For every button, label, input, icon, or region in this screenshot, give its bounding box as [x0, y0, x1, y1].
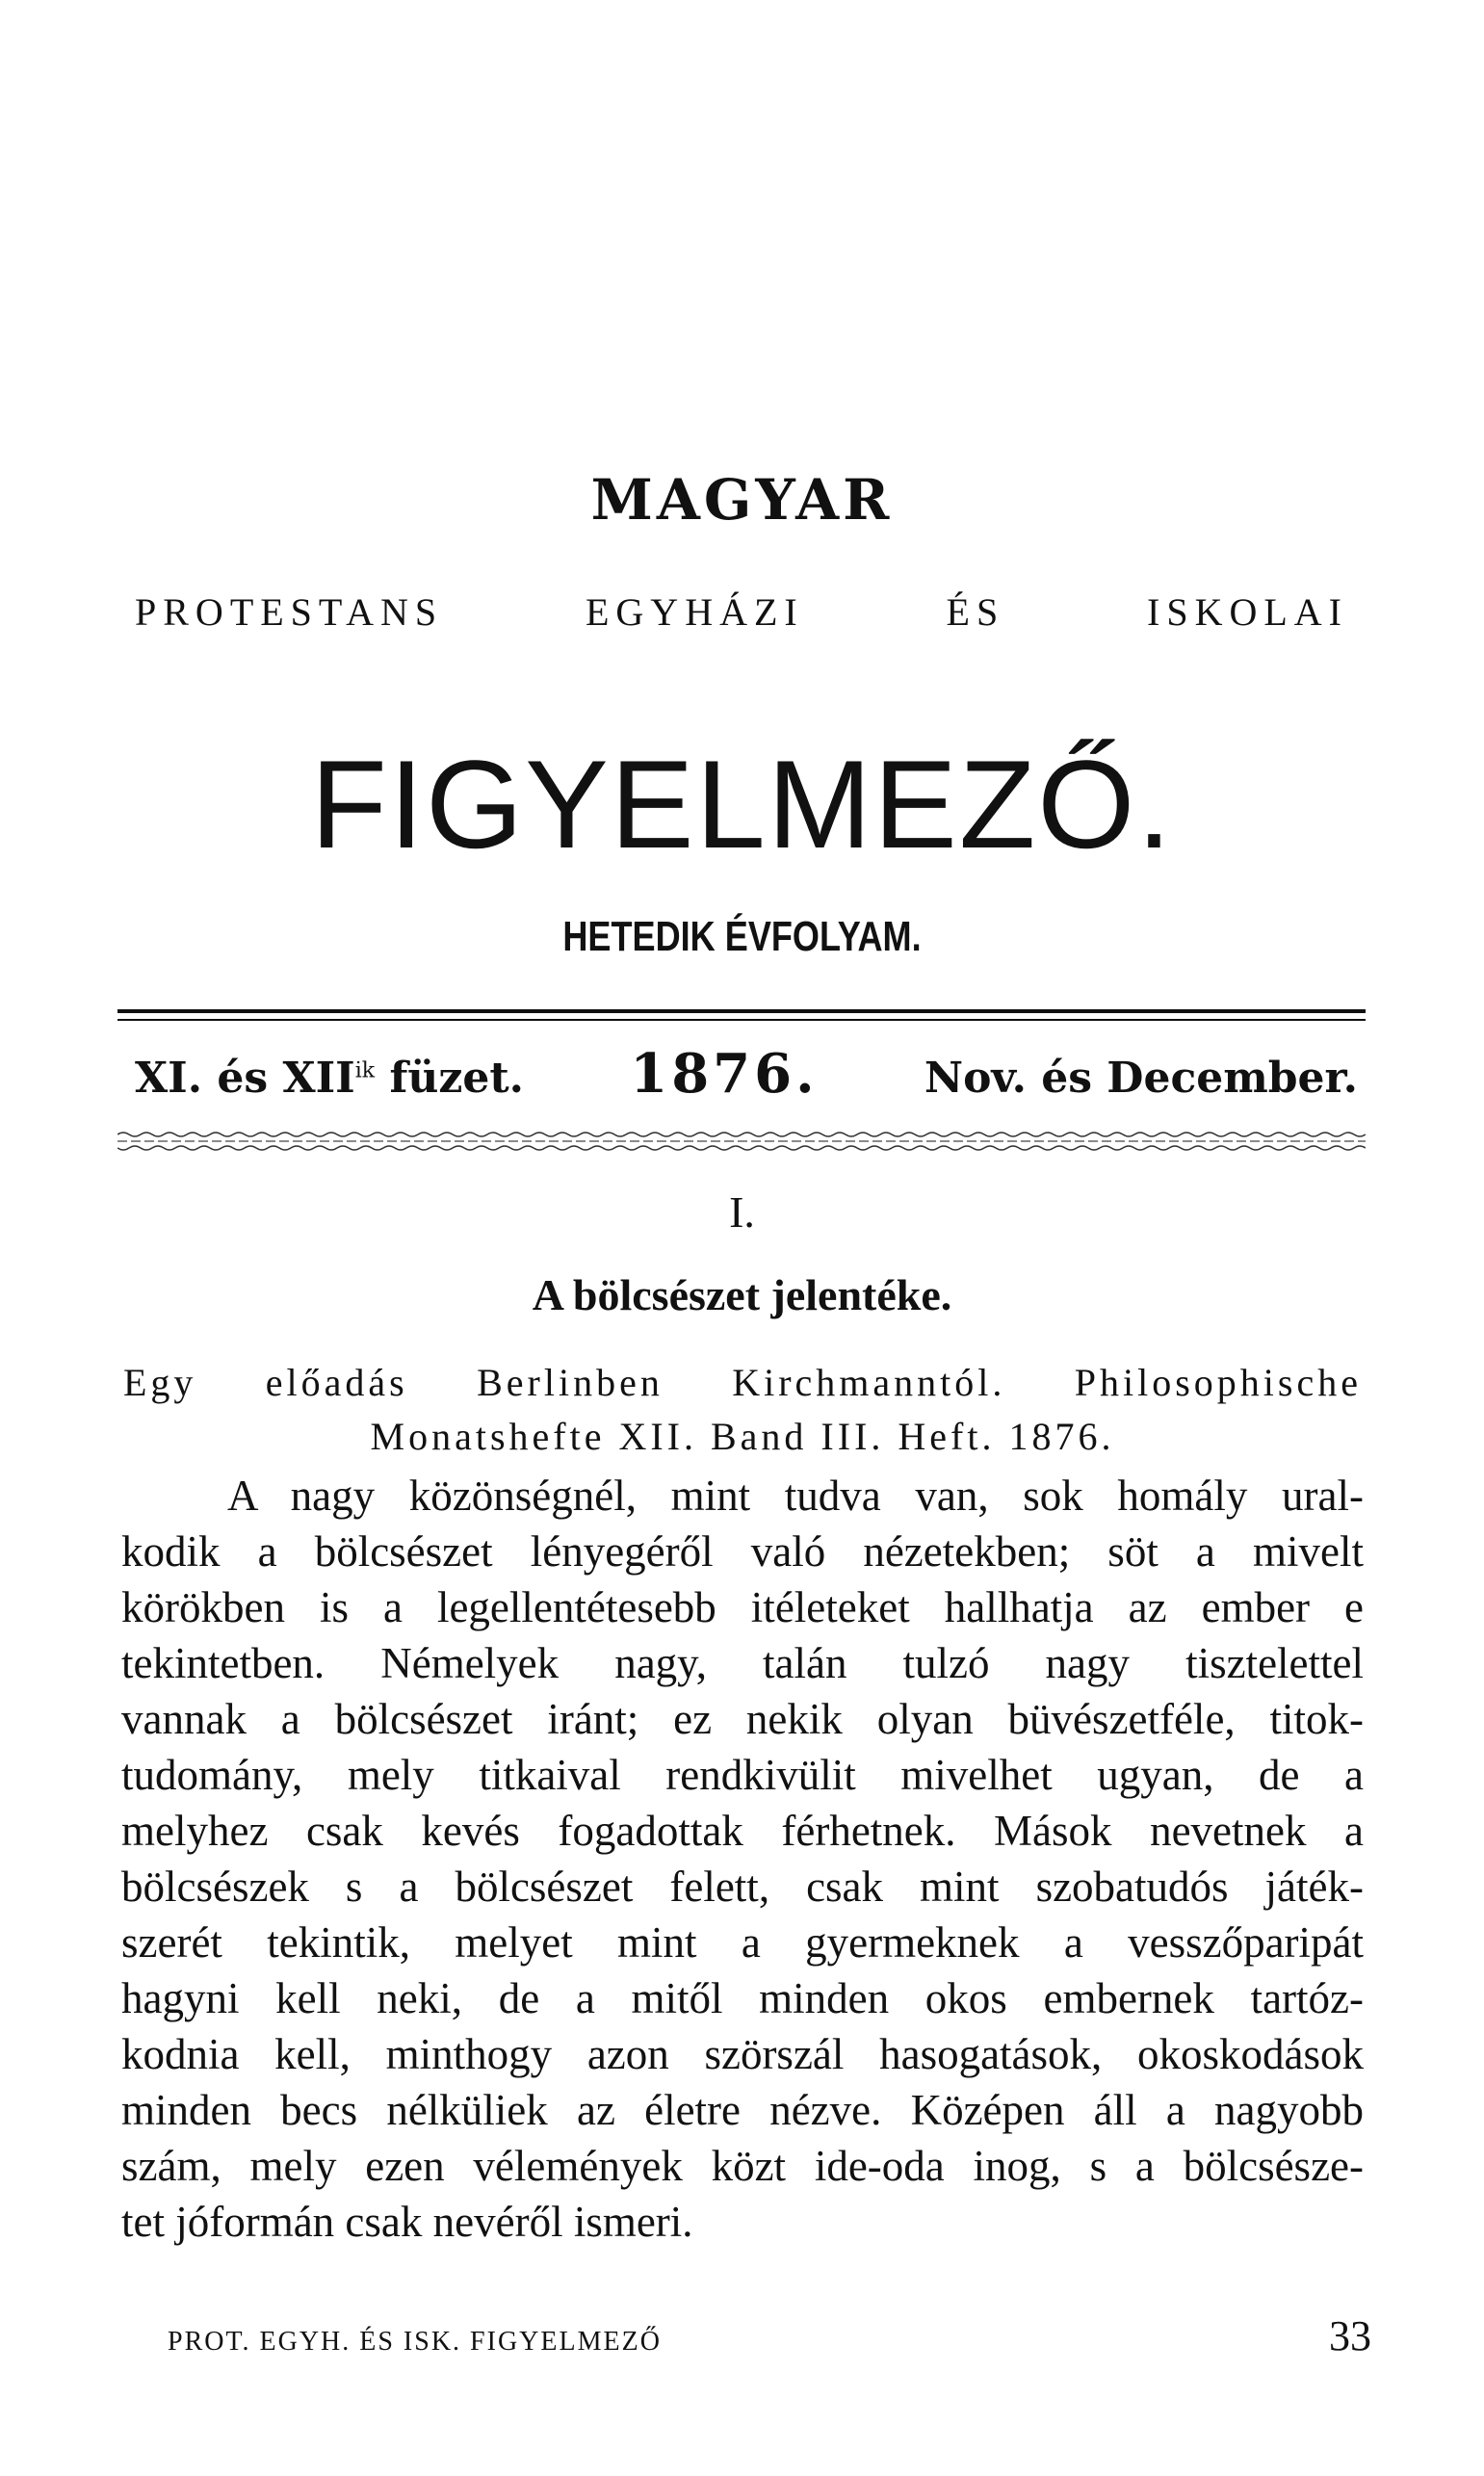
subtitle-word-egyhazi: EGYHÁZI: [585, 590, 804, 634]
double-rule-divider: [117, 1009, 1366, 1021]
body-line: tet jóformán csak nevéről ismeri.: [121, 2198, 693, 2246]
issue-fuzet: füzet.: [389, 1054, 524, 1103]
issue-number: [135, 1054, 524, 1103]
body-line: szerét tekintik, melyet mint a gyermeknek a vesszőparipát: [121, 1918, 1364, 1967]
issue-number-text: XI. és XII: [135, 1054, 355, 1103]
issue-line: [135, 1042, 1358, 1106]
body-line: tekintetben. Némelyek nagy, talán tulzó nagy tisztelettel: [121, 1639, 1364, 1687]
page-number: 33: [1329, 2312, 1371, 2359]
body-line: hagyni kell neki, de a mitől minden okos embernek tartóz-: [121, 1974, 1364, 2022]
volume-label: HETEDIK ÉVFOLYAM.: [562, 913, 922, 960]
body-line: vannak a bölcsészet iránt; ez nekik olyan büvészetféle, titok-: [121, 1695, 1364, 1743]
source-line-1: Egy előadás Berlinben Kirchmanntól. Philosophische: [123, 1361, 1362, 1404]
body-line: melyhez csak kevés fogadottak férhetnek. Mások nevetnek a: [121, 1807, 1364, 1855]
body-line: A nagy közönségnél, mint tudva van, sok homály ural-: [227, 1472, 1364, 1520]
body-line: bölcsészek s a bölcsészet felett, csak mint szobatudós játék-: [121, 1863, 1364, 1911]
body-line: körökben is a legellentétesebb itéleteket hallhatja az ember e: [121, 1583, 1364, 1631]
body-line: kodik a bölcsészet lényegéről való nézetekben; söt a mivelt: [121, 1527, 1364, 1576]
issue-months: Nov. és December.: [924, 1054, 1358, 1103]
masthead-top-title: MAGYAR: [590, 467, 894, 533]
masthead-main-title: FIGYELMEZŐ.: [310, 734, 1174, 874]
body-line: kodnia kell, minthogy azon szörszál hasogatások, okoskodások: [121, 2030, 1364, 2078]
body-line: tudomány, mely titkaival rendkivülit mivelhet ugyan, de a: [121, 1751, 1364, 1799]
issue-number-suffix: ik: [354, 1058, 376, 1083]
issue-year: 1876.: [630, 1042, 819, 1106]
source-line-2: Monatshefte XII. Band III. Heft. 1876.: [370, 1415, 1115, 1458]
masthead-subtitle: [135, 589, 1348, 635]
subtitle-word-iskolai: ISKOLAI: [1147, 590, 1348, 634]
subtitle-word-protestans: PROTESTANS: [135, 590, 444, 634]
subtitle-word-es: ÉS: [946, 590, 1005, 634]
section-number: I.: [729, 1187, 755, 1237]
body-line: szám, mely ezen vélemények közt ide-oda inog, s a bölcsésze-: [121, 2142, 1364, 2190]
running-title: PROT. EGYH. ÉS ISK. FIGYELMEZŐ: [168, 2327, 662, 2357]
article-body: [121, 1468, 1364, 2250]
article-source: [123, 1356, 1362, 1464]
body-line: minden becs nélküliek az életre nézve. Középen áll a nagyobb: [121, 2086, 1364, 2134]
page-footer: [168, 2311, 1371, 2360]
article-title: A bölcsészet jelentéke.: [532, 1270, 952, 1319]
wavy-rule-divider: [117, 1129, 1366, 1154]
